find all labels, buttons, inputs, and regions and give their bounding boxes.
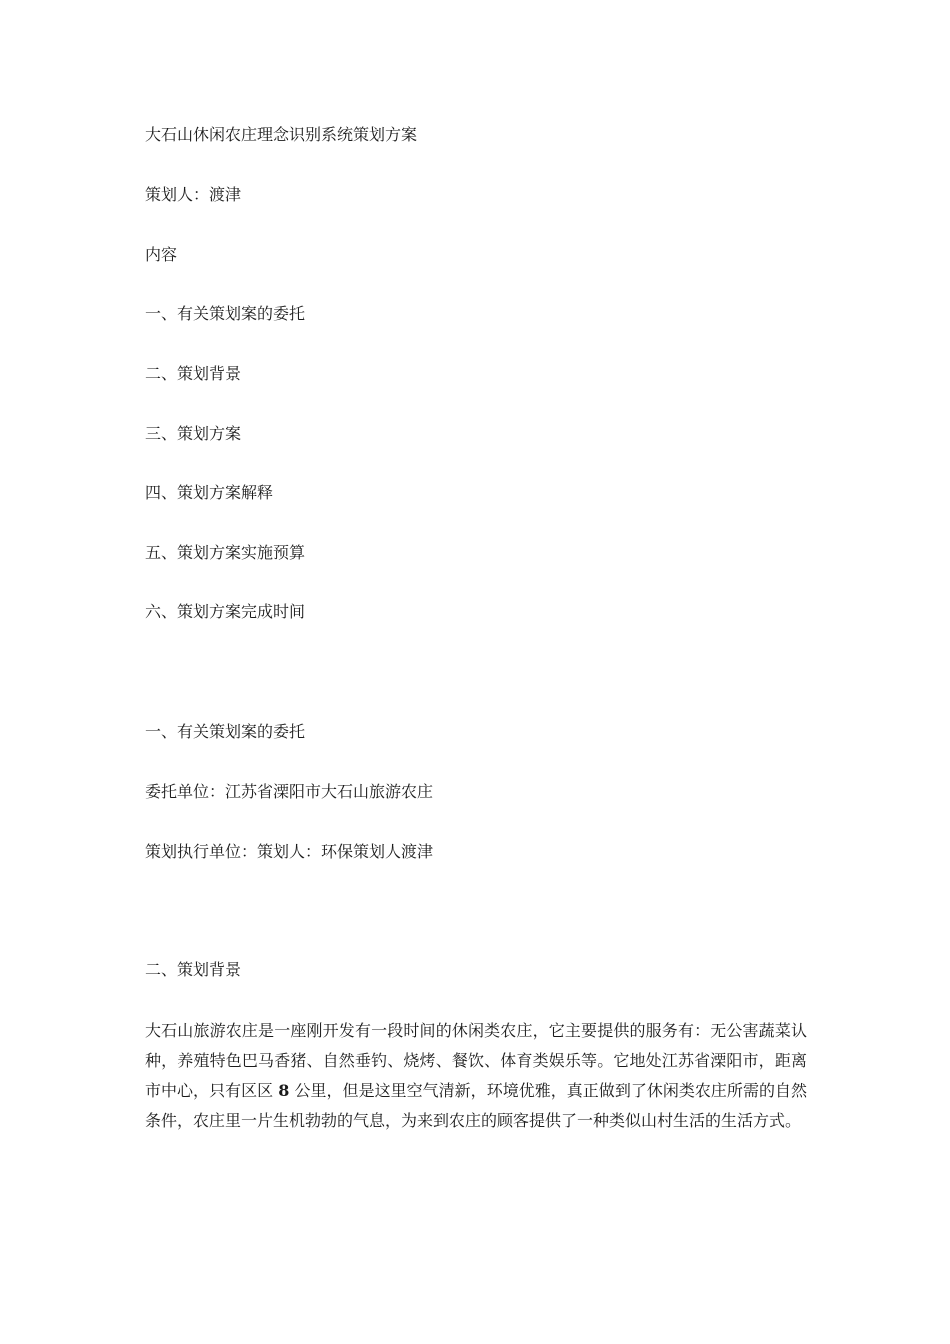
toc-item: 三、策划方案 xyxy=(145,424,242,443)
paragraph-text: 大石山旅游农庄是一座刚开发有一段时间的休闲类农庄，它主要提供的服务有：无公害蔬菜认种，养殖特色巴马香猪、自然垂钓、烧烤、餐饮、体育类娱乐等。它地处江苏省溧阳市，距离市中心，只有区区 xyxy=(145,1021,807,1100)
toc-item: 二、策划背景 xyxy=(145,364,242,383)
section-heading: 一、有关策划案的委托 xyxy=(145,722,306,741)
toc-item: 一、有关策划案的委托 xyxy=(145,304,306,323)
executor-line: 策划执行单位：策划人：环保策划人渡津 xyxy=(145,842,434,861)
section-heading: 二、策划背景 xyxy=(145,960,242,979)
document-title: 大石山休闲农庄理念识别系统策划方案 xyxy=(145,125,418,144)
client-line: 委托单位：江苏省溧阳市大石山旅游农庄 xyxy=(145,782,434,801)
toc-item: 六、策划方案完成时间 xyxy=(145,602,306,621)
toc-item: 四、策划方案解释 xyxy=(145,483,274,502)
distance-number: 8 xyxy=(278,1081,290,1100)
paragraph-text: 公里，但是这里空气清新，环境优雅，真正做到了休闲类农庄所需的自然条件，农庄里一片生机勃勃的气息，为来到农庄的顾客提供了一种类似山村生活的生活方式。 xyxy=(145,1081,807,1130)
toc-heading: 内容 xyxy=(145,245,178,264)
background-paragraph xyxy=(145,1016,807,1136)
toc-item: 五、策划方案实施预算 xyxy=(145,543,306,562)
planner-line: 策划人：渡津 xyxy=(145,185,242,204)
